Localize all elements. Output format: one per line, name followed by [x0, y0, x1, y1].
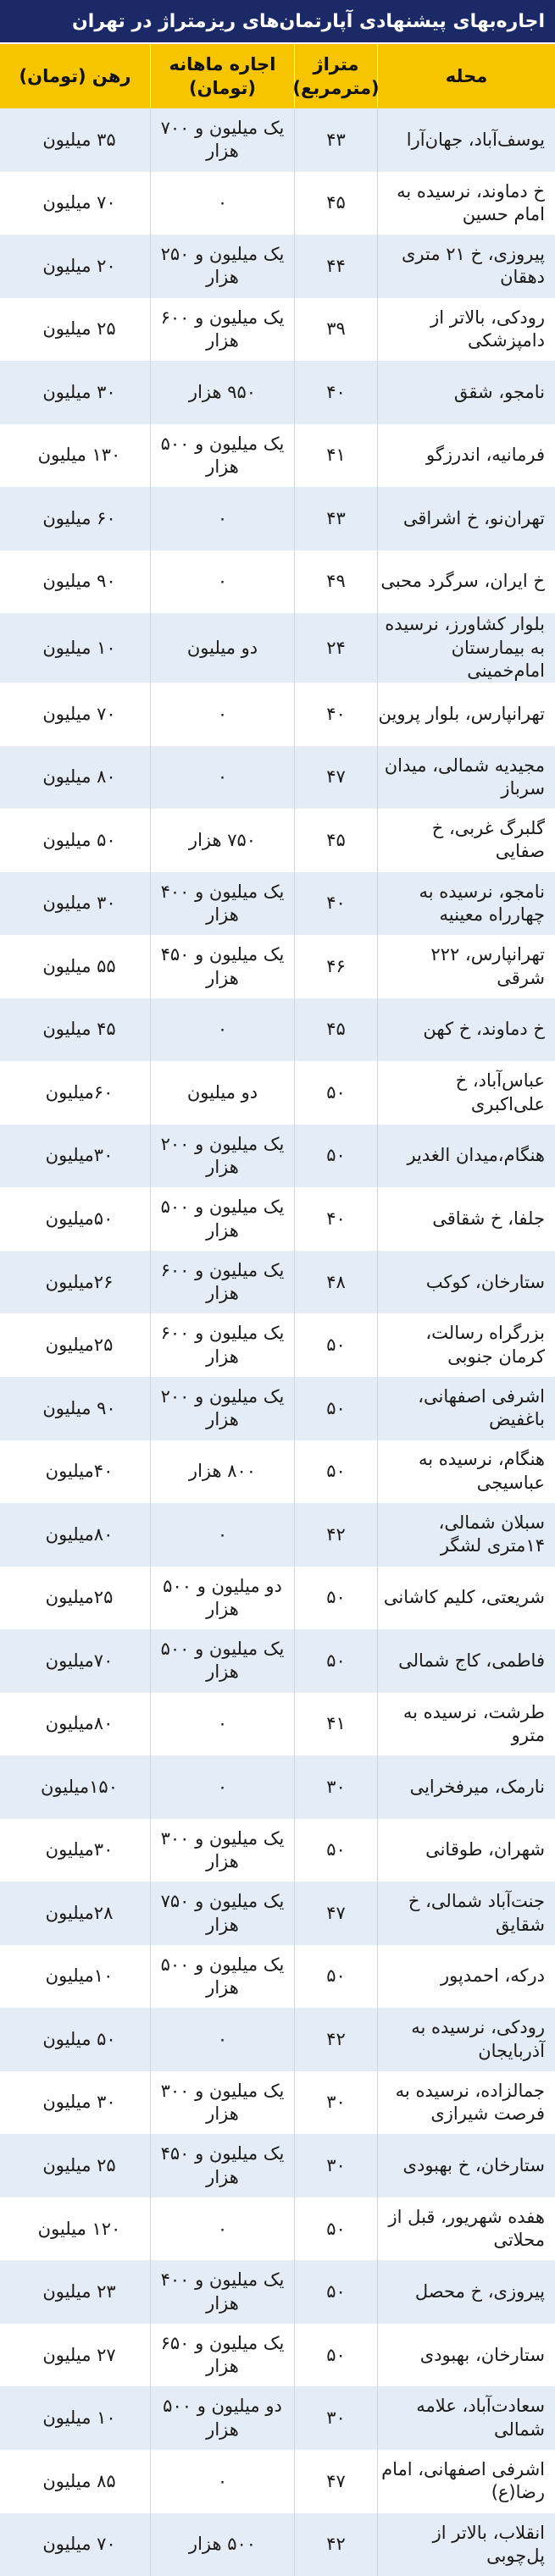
cell-area: هنگام، نرسیده به عباسیجی	[377, 1440, 555, 1504]
table-row	[0, 746, 555, 810]
cell-area: درکه، احمدپور	[377, 1945, 555, 2009]
table-row	[0, 550, 555, 614]
table-row	[0, 998, 555, 1062]
cell-deposit: ۹۰ میلیون	[42, 1397, 116, 1418]
cell-deposit: ۸۰ میلیون	[42, 766, 116, 788]
table-row	[0, 1125, 555, 1188]
table-row	[0, 424, 555, 488]
cell-size: ۴۲	[294, 2008, 377, 2071]
cell-size: ۴۷	[294, 1882, 377, 1945]
cell-rent: ۵۰۰ هزار	[150, 2513, 294, 2576]
cell-area: جنت‌آباد شمالی، خ شقایق	[377, 1882, 555, 1945]
cell-rent: یک میلیون و ۳۰۰ هزار	[150, 1819, 294, 1882]
cell-size: ۴۶	[294, 935, 377, 998]
table-row	[0, 235, 555, 298]
cell-rent: یک میلیون و ۷۵۰ هزار	[150, 1882, 294, 1945]
cell-area: تهران‌نو، خ اشراقی	[377, 487, 555, 550]
cell-area: بزرگراه رسالت، کرمان جنوبی	[377, 1313, 555, 1377]
cell-deposit: ۱۵۰میلیون	[41, 1776, 118, 1797]
cell-area: سبلان شمالی، ۱۴متری لشگر	[377, 1503, 555, 1567]
table-row	[0, 2134, 555, 2197]
cell-deposit: ۳۰ میلیون	[42, 893, 116, 914]
cell-area: عباس‌آباد، خ علی‌اکبری	[377, 1061, 555, 1125]
table-row	[0, 1693, 555, 1756]
cell-size: ۴۷	[294, 2450, 377, 2513]
cell-rent: یک میلیون و ۲۵۰ هزار	[150, 235, 294, 298]
cell-size: ۵۰	[294, 1629, 377, 1693]
cell-size: ۴۹	[294, 550, 377, 614]
cell-area: بلوار کشاورز، نرسیده به بیمارستان امام‌خمینی	[377, 613, 555, 683]
cell-size: ۴۳	[294, 108, 377, 172]
table-row	[0, 1440, 555, 1504]
cell-size: ۴۴	[294, 235, 377, 298]
cell-area: فاطمی، کاج شمالی	[377, 1629, 555, 1693]
cell-rent: یک میلیون و ۶۵۰ هزار	[150, 2324, 294, 2387]
cell-area: گلبرگ غربی، خ صفایی	[377, 809, 555, 872]
cell-deposit: ۲۰ میلیون	[42, 255, 116, 276]
cell-area: نامجو، شقق	[377, 361, 555, 424]
cell-area: انقلاب، بالاتر از پل‌چوبی	[377, 2513, 555, 2576]
cell-rent: یک میلیون و ۵۰۰ هزار	[150, 1187, 294, 1251]
cell-size: ۵۰	[294, 1313, 377, 1377]
cell-area: تهرانپارس، ۲۲۲ شرقی	[377, 935, 555, 998]
cell-area: خ ایران، سرگرد محبی	[377, 550, 555, 614]
cell-rent: یک میلیون و ۴۰۰ هزار	[150, 2260, 294, 2324]
cell-deposit: ۱۳۰ میلیون	[37, 445, 121, 466]
cell-rent: ۷۵۰ هزار	[150, 809, 294, 872]
cell-deposit: ۷۰ میلیون	[42, 192, 116, 213]
table-row	[0, 2197, 555, 2261]
cell-rent: ۰	[150, 683, 294, 746]
cell-deposit: ۲۷ میلیون	[42, 2344, 116, 2365]
table-row	[0, 2513, 555, 2576]
cell-area: ستارخان، خ بهبودی	[377, 2134, 555, 2197]
cell-deposit: ۵۰میلیون	[45, 1208, 114, 1229]
cell-area: اشرفی اصفهانی، امام رضا(ع)	[377, 2450, 555, 2513]
cell-size: ۵۰	[294, 2197, 377, 2261]
cell-rent: دو میلیون و ۵۰۰ هزار	[150, 1567, 294, 1630]
table-row	[0, 1755, 555, 1819]
cell-area: رودکی، بالاتر از دامپزشکی	[377, 298, 555, 362]
cell-size: ۵۰	[294, 1377, 377, 1440]
cell-deposit: ۸۵ میلیون	[42, 2470, 116, 2491]
cell-deposit: ۷۰ میلیون	[42, 2534, 116, 2555]
cell-deposit: ۵۵ میلیون	[42, 955, 116, 976]
cell-rent: ۰	[150, 172, 294, 235]
cell-rent: ۰	[150, 1755, 294, 1819]
cell-size: ۴۰	[294, 1187, 377, 1251]
cell-size: ۲۴	[294, 613, 377, 683]
header-rent: اجاره ماهانه (تومان)	[150, 44, 294, 108]
cell-rent: دو میلیون و ۵۰۰ هزار	[150, 2386, 294, 2450]
table-row	[0, 809, 555, 872]
cell-size: ۵۰	[294, 1125, 377, 1188]
cell-deposit: ۱۰ میلیون	[42, 2407, 116, 2429]
cell-area: تهرانپارس، بلوار پروین	[377, 683, 555, 746]
cell-deposit: ۲۵ میلیون	[42, 318, 116, 340]
cell-rent: ۰	[150, 1503, 294, 1567]
table-row	[0, 935, 555, 998]
cell-deposit: ۲۵ میلیون	[42, 2154, 116, 2175]
table-row	[0, 108, 555, 172]
table-row	[0, 2008, 555, 2071]
cell-deposit: ۴۰میلیون	[45, 1461, 114, 1482]
table-title: اجاره‌بهای پیشنهادی آپارتمان‌های ریزمتراژ در تهران	[0, 0, 555, 44]
cell-area: نارمک، میرفخرایی	[377, 1755, 555, 1819]
table-body	[0, 108, 555, 2576]
cell-area: هنگام،میدان الغدیر	[377, 1125, 555, 1188]
cell-size: ۵۰	[294, 2260, 377, 2324]
table-row	[0, 2071, 555, 2135]
cell-area: طرشت، نرسیده به مترو	[377, 1693, 555, 1756]
table-row	[0, 1061, 555, 1125]
cell-size: ۴۱	[294, 424, 377, 488]
cell-rent: ۰	[150, 998, 294, 1062]
cell-rent: یک میلیون و ۳۰۰ هزار	[150, 2071, 294, 2135]
cell-area: شریعتی، کلیم کاشانی	[377, 1567, 555, 1630]
cell-area: پیروزی، خ ۲۱ متری دهقان	[377, 235, 555, 298]
cell-deposit: ۶۰میلیون	[45, 1081, 114, 1103]
cell-rent: یک میلیون و ۶۰۰ هزار	[150, 1313, 294, 1377]
header-deposit: رهن (تومان)	[19, 65, 131, 86]
cell-size: ۴۵	[294, 809, 377, 872]
cell-size: ۵۰	[294, 1945, 377, 2009]
cell-rent: ۰	[150, 1693, 294, 1756]
cell-deposit: ۵۰ میلیون	[42, 829, 116, 850]
cell-size: ۴۵	[294, 998, 377, 1062]
cell-rent: ۰	[150, 487, 294, 550]
cell-deposit: ۳۰میلیون	[45, 1839, 114, 1860]
cell-size: ۵۰	[294, 1819, 377, 1882]
table-row	[0, 613, 555, 683]
cell-rent: یک میلیون و ۴۰۰ هزار	[150, 872, 294, 936]
cell-size: ۵۰	[294, 1440, 377, 1504]
cell-deposit: ۲۸میلیون	[45, 1902, 114, 1923]
cell-area: فرمانیه، اندرزگو	[377, 424, 555, 488]
cell-rent: یک میلیون و ۲۰۰ هزار	[150, 1125, 294, 1188]
cell-size: ۴۵	[294, 172, 377, 235]
cell-area: پیروزی، خ محصل	[377, 2260, 555, 2324]
cell-area: شهران، طوقانی	[377, 1819, 555, 1882]
table-row	[0, 1567, 555, 1630]
cell-deposit: ۲۶میلیون	[45, 1271, 114, 1292]
cell-deposit: ۶۰ میلیون	[42, 507, 116, 528]
table-row	[0, 1629, 555, 1693]
cell-size: ۴۱	[294, 1693, 377, 1756]
cell-rent: یک میلیون و ۴۵۰ هزار	[150, 935, 294, 998]
cell-size: ۵۰	[294, 2324, 377, 2387]
table-row	[0, 1503, 555, 1567]
cell-size: ۴۰	[294, 683, 377, 746]
cell-area: خ دماوند، خ کهن	[377, 998, 555, 1062]
cell-area: ستارخان، بهبودی	[377, 2324, 555, 2387]
cell-rent: یک میلیون و ۶۰۰ هزار	[150, 1251, 294, 1314]
cell-deposit: ۷۰میلیون	[45, 1650, 114, 1671]
cell-deposit: ۸۰میلیون	[45, 1713, 114, 1734]
table-row	[0, 2260, 555, 2324]
cell-rent: یک میلیون و ۲۰۰ هزار	[150, 1377, 294, 1440]
cell-deposit: ۱۰ میلیون	[42, 637, 116, 658]
cell-deposit: ۱۲۰ میلیون	[37, 2218, 121, 2239]
cell-deposit: ۳۰ میلیون	[42, 381, 116, 402]
cell-area: خ دماوند، نرسیده به امام حسین	[377, 172, 555, 235]
table-row	[0, 1819, 555, 1882]
cell-area: اشرفی اصفهانی، باغفیض	[377, 1377, 555, 1440]
table-row	[0, 872, 555, 936]
cell-rent: ۰	[150, 550, 294, 614]
cell-rent: ۹۵۰ هزار	[150, 361, 294, 424]
cell-size: ۴۸	[294, 1251, 377, 1314]
cell-size: ۳۰	[294, 2071, 377, 2135]
cell-rent: یک میلیون و ۶۰۰ هزار	[150, 298, 294, 362]
header-area: محله	[377, 44, 555, 108]
cell-size: ۵۰	[294, 1061, 377, 1125]
table-row	[0, 2324, 555, 2387]
cell-size: ۳۰	[294, 2134, 377, 2197]
cell-rent: ۰	[150, 2008, 294, 2071]
table-row	[0, 361, 555, 424]
cell-size: ۴۰	[294, 872, 377, 936]
table-row	[0, 1945, 555, 2009]
cell-deposit: ۳۰ میلیون	[42, 2092, 116, 2113]
cell-size: ۳۰	[294, 1755, 377, 1819]
table-row	[0, 683, 555, 746]
cell-deposit: ۲۵میلیون	[45, 1335, 114, 1356]
table-header-row	[0, 44, 555, 108]
cell-area: یوسف‌آباد، جهان‌آرا	[377, 108, 555, 172]
cell-deposit: ۲۵میلیون	[45, 1587, 114, 1608]
table-row	[0, 487, 555, 550]
table-row	[0, 2450, 555, 2513]
cell-deposit: ۷۰ میلیون	[42, 703, 116, 724]
cell-deposit: ۸۰میلیون	[45, 1523, 114, 1545]
table-row	[0, 1251, 555, 1314]
cell-deposit: ۵۰ میلیون	[42, 2028, 116, 2049]
cell-rent: یک میلیون و ۷۰۰ هزار	[150, 108, 294, 172]
cell-rent: یک میلیون و ۴۵۰ هزار	[150, 2134, 294, 2197]
cell-size: ۴۲	[294, 1503, 377, 1567]
table-row	[0, 2386, 555, 2450]
cell-size: ۳۰	[294, 2386, 377, 2450]
table-row	[0, 1882, 555, 1945]
cell-size: ۴۰	[294, 361, 377, 424]
cell-area: جلفا، خ شقاقی	[377, 1187, 555, 1251]
cell-deposit: ۴۵ میلیون	[42, 1019, 116, 1040]
cell-deposit: ۱۰میلیون	[45, 1965, 114, 1987]
cell-rent: یک میلیون و ۵۰۰ هزار	[150, 1945, 294, 2009]
cell-area: جمالزاده، نرسیده به فرصت شیرازی	[377, 2071, 555, 2135]
table-row	[0, 1187, 555, 1251]
table-row	[0, 172, 555, 235]
cell-deposit: ۳۵ میلیون	[42, 129, 116, 150]
header-size: متراژ (مترمربع)	[294, 44, 377, 108]
cell-rent: ۸۰۰ هزار	[150, 1440, 294, 1504]
cell-deposit: ۹۰ میلیون	[42, 571, 116, 592]
cell-rent: دو میلیون	[150, 613, 294, 683]
cell-rent: یک میلیون و ۵۰۰ هزار	[150, 1629, 294, 1693]
table-row	[0, 298, 555, 362]
cell-rent: ۰	[150, 746, 294, 810]
cell-rent: ۰	[150, 2197, 294, 2261]
cell-size: ۴۷	[294, 746, 377, 810]
table-row	[0, 1313, 555, 1377]
cell-rent: یک میلیون و ۵۰۰ هزار	[150, 424, 294, 488]
cell-area: سعادت‌آباد، علامه شمالی	[377, 2386, 555, 2450]
cell-size: ۳۹	[294, 298, 377, 362]
cell-area: مجیدیه شمالی، میدان سرباز	[377, 746, 555, 810]
cell-rent: ۰	[150, 2450, 294, 2513]
cell-size: ۴۲	[294, 2513, 377, 2576]
cell-rent: دو میلیون	[150, 1061, 294, 1125]
cell-deposit: ۳۰میلیون	[45, 1145, 114, 1166]
cell-area: رودکی، نرسیده به آذربایجان	[377, 2008, 555, 2071]
cell-area: نامجو، نرسیده به چهارراه معینیه	[377, 872, 555, 936]
cell-area: ستارخان، کوکب	[377, 1251, 555, 1314]
table-row	[0, 1377, 555, 1440]
cell-size: ۵۰	[294, 1567, 377, 1630]
cell-deposit: ۲۳ میلیون	[42, 2281, 116, 2302]
cell-size: ۴۳	[294, 487, 377, 550]
cell-area: هفده شهریور، قبل از محلاتی	[377, 2197, 555, 2261]
